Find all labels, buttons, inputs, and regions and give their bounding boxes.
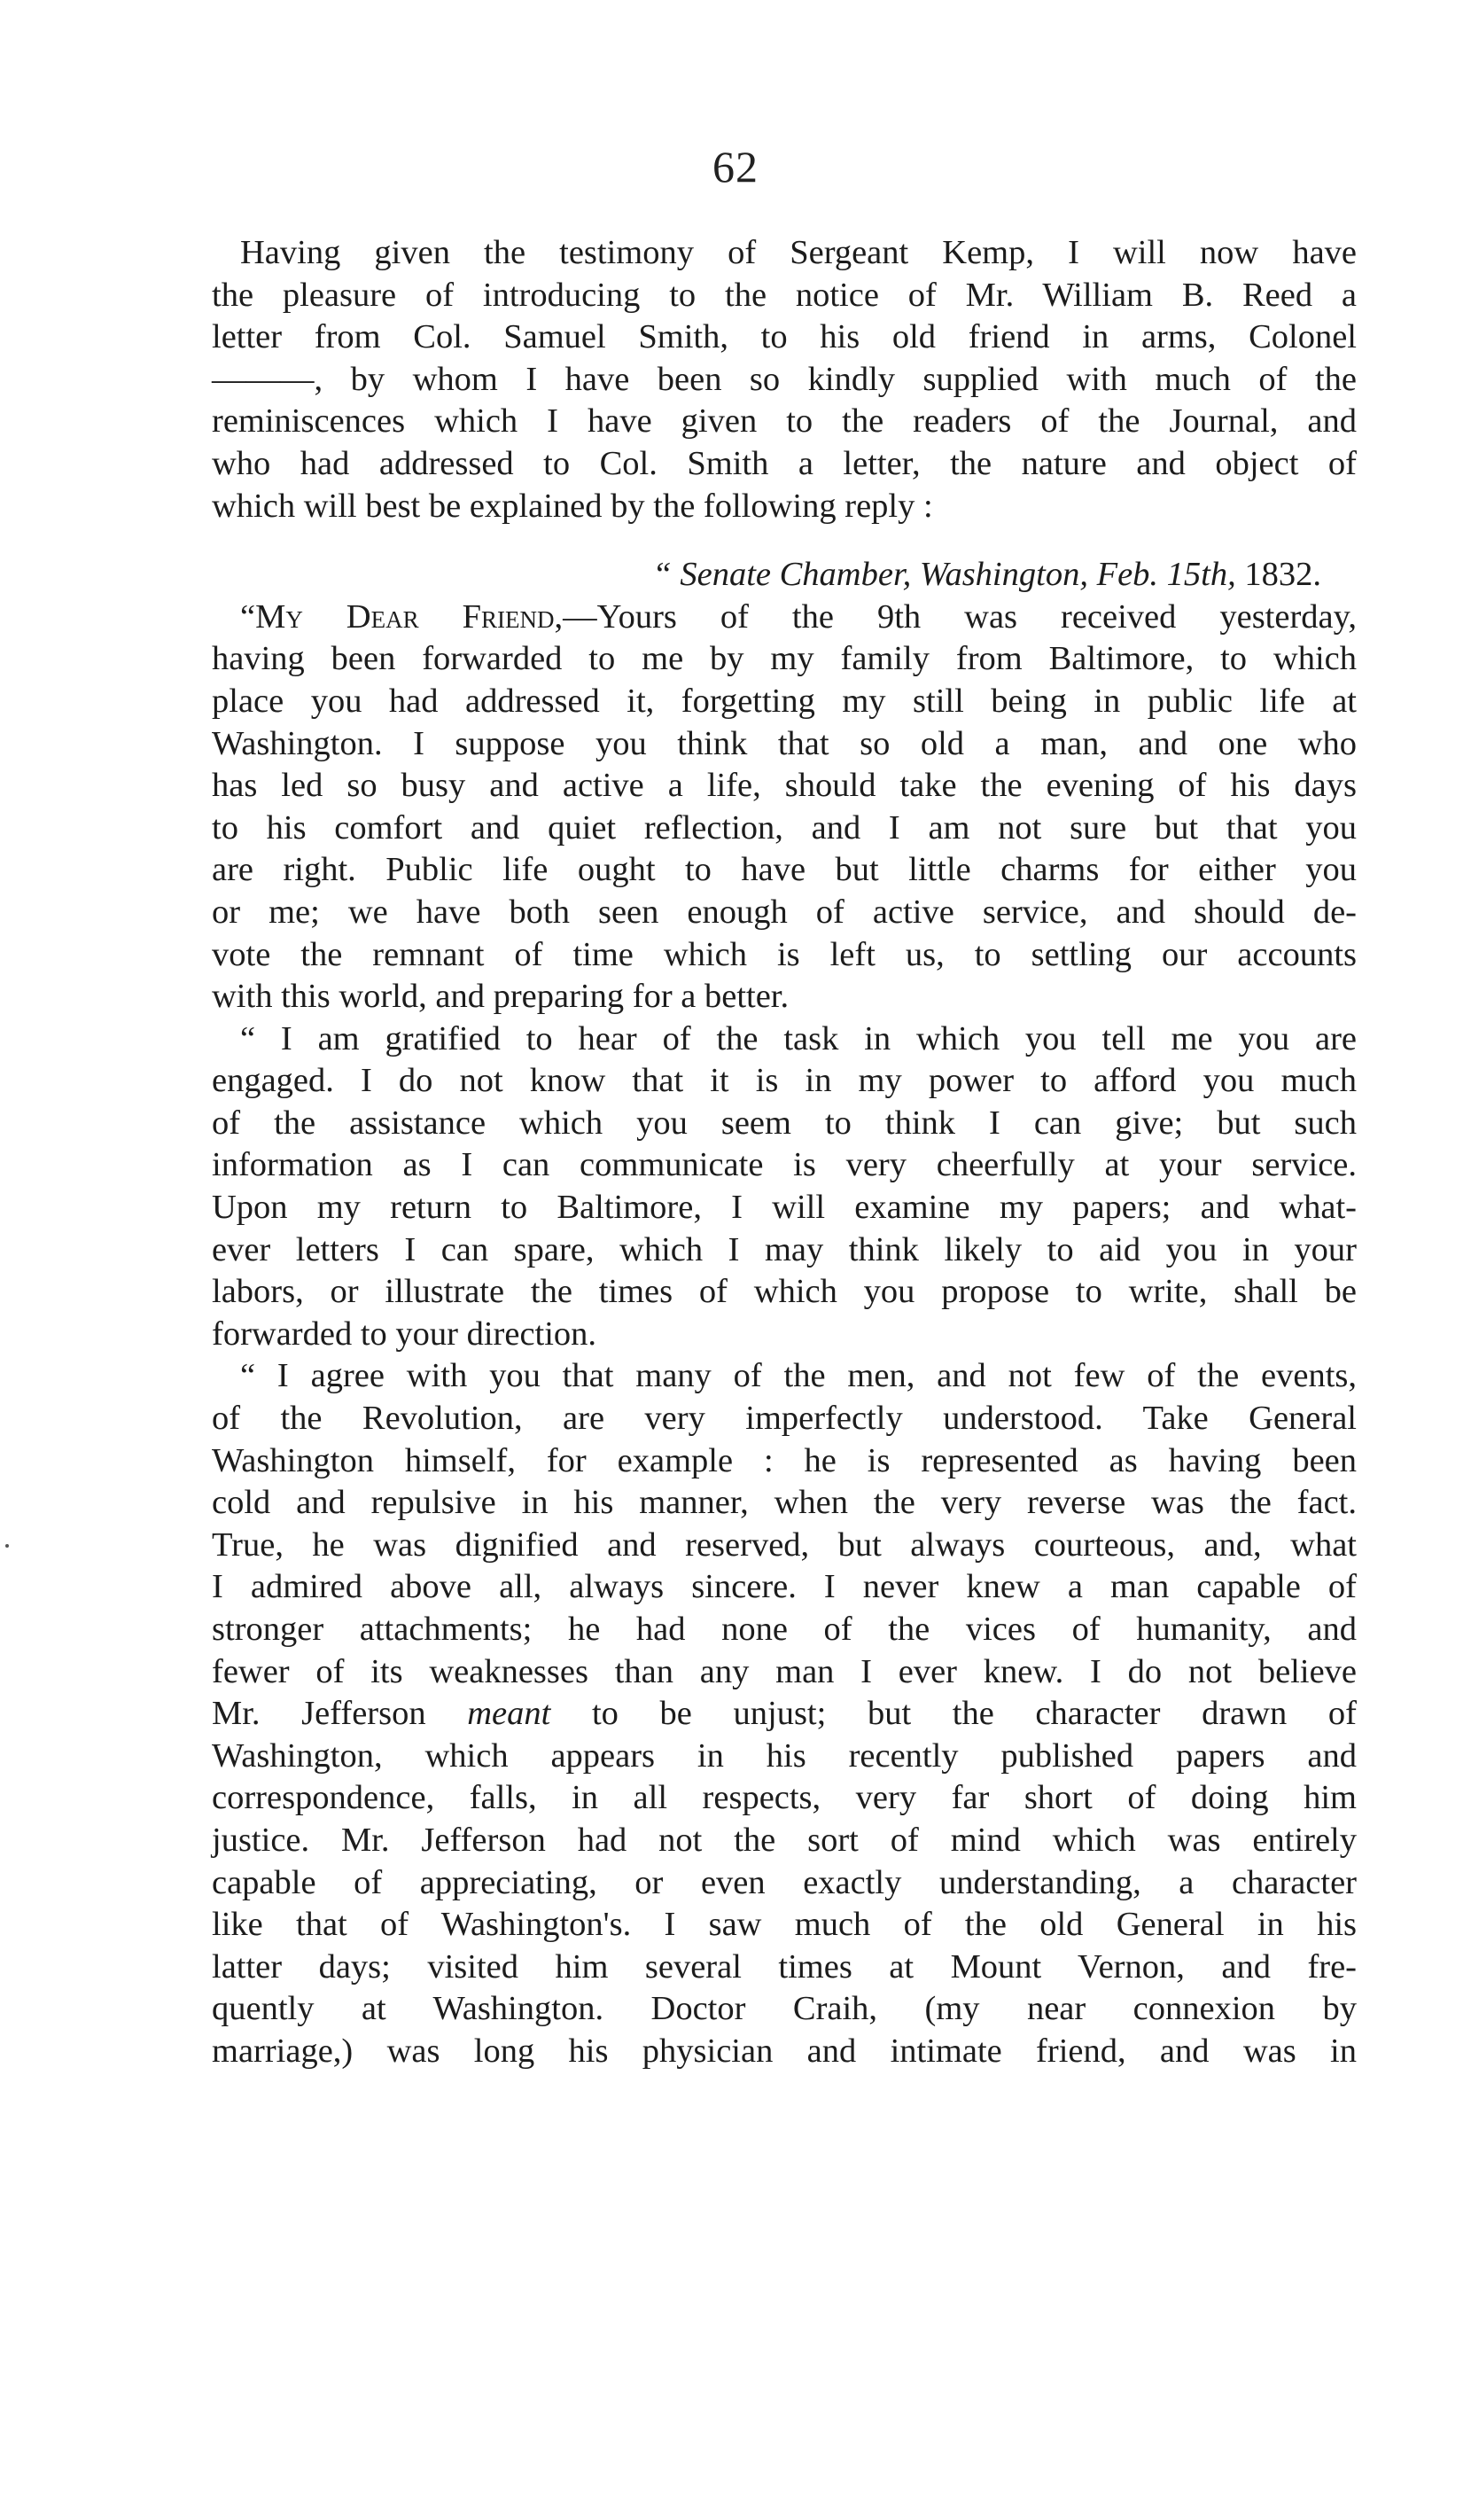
text-line: are right. Public life ought to have but little charms for either you bbox=[212, 851, 1357, 889]
page-number: 62 bbox=[712, 142, 759, 191]
text-line: reminiscences which I have given to the readers of the Journal, and bbox=[212, 402, 1357, 441]
spacer bbox=[212, 527, 1357, 554]
salutation-rest: —Yours of the 9th was received yesterday, bbox=[563, 597, 1357, 636]
text-line: True, he was dignified and reserved, but always courteous, and, what bbox=[212, 1525, 1357, 1564]
salutation-line bbox=[212, 597, 1357, 639]
text-line: of the assistance which you seem to think I can give; but such bbox=[212, 1104, 1357, 1142]
text-line: who had addressed to Col. Smith a letter, the nature and object of bbox=[212, 444, 1357, 482]
text-line: letter from Col. Samuel Smith, to his old friend in arms, Colonel bbox=[212, 318, 1357, 356]
text-line: like that of Washington's. I saw much of the old General in his bbox=[212, 1906, 1357, 1944]
text-line: vote the remnant of time which is left us, to settling our accounts bbox=[212, 935, 1357, 973]
margin-speck bbox=[5, 1544, 9, 1548]
text-line: Washington, which appears in his recently published papers and bbox=[212, 1736, 1357, 1775]
text-line: place you had addressed it, forgetting my still being in public life at bbox=[212, 682, 1357, 720]
text-line: which will best be explained by the following reply : bbox=[212, 487, 933, 525]
letter-paragraph-3 bbox=[212, 1355, 1357, 2072]
text-line: Having given the testimony of Sergeant Kemp, I will now have bbox=[240, 234, 1357, 271]
letter-dateline bbox=[212, 554, 1357, 597]
dateline-place: Senate Chamber, Washington, Feb. 15th, bbox=[680, 556, 1236, 594]
text-line: ———, by whom I have been so kindly supplied with much of the bbox=[212, 360, 1357, 398]
text-line: labors, or illustrate the times of which you propose to write, shall be bbox=[212, 1273, 1357, 1311]
text-run: to be unjust; but the character drawn of bbox=[550, 1695, 1358, 1733]
text-line: marriage,) was long his physician and intimate friend, and was in bbox=[212, 2032, 1357, 2070]
salutation: My Dear Friend, bbox=[255, 597, 564, 636]
letter-paragraph-1 bbox=[212, 597, 1357, 1018]
letter-paragraph-2 bbox=[212, 1018, 1357, 1356]
text-line: correspondence, falls, in all respects, very far short of doing him bbox=[212, 1779, 1357, 1817]
text-line: quently at Washington. Doctor Craih, (my near connexion by bbox=[212, 1990, 1357, 2028]
text-line: “ I am gratified to hear of the task in which you tell me you are bbox=[240, 1019, 1357, 1057]
text-line: has led so busy and active a life, should take the evening of his days bbox=[212, 767, 1357, 805]
text-line: fewer of its weaknesses than any man I ever knew. I do not believe bbox=[212, 1652, 1357, 1690]
salutation-quote: “ bbox=[240, 597, 256, 636]
text-line: the pleasure of introducing to the notice of Mr. William B. Reed a bbox=[212, 276, 1357, 314]
text-line: to his comfort and quiet reflection, and I am not sure but that you bbox=[212, 808, 1357, 847]
text-line: ever letters I can spare, which I may think likely to aid you in your bbox=[212, 1230, 1357, 1268]
text-line: Washington himself, for example : he is represented as having been bbox=[212, 1441, 1357, 1479]
text-line: Washington. I suppose you think that so old a man, and one who bbox=[212, 724, 1357, 762]
text-run: Mr. Jefferson bbox=[212, 1695, 468, 1733]
text-line: or me; we have both seen enough of active service, and should de- bbox=[212, 893, 1357, 931]
text-line: information as I can communicate is very cheerfully at your service. bbox=[212, 1146, 1357, 1184]
text-line: having been forwarded to me by my family from Baltimore, to which bbox=[212, 640, 1357, 678]
text-line: cold and repulsive in his manner, when the very reverse was the fact. bbox=[212, 1484, 1357, 1522]
text-line: with this world, and preparing for a better. bbox=[212, 978, 790, 1016]
intro-paragraph bbox=[212, 232, 1357, 527]
text-line: Upon my return to Baltimore, I will examine my papers; and what- bbox=[212, 1189, 1357, 1227]
body-text bbox=[212, 232, 1357, 2073]
text-line: “ I agree with you that many of the men, and not few of the events, bbox=[240, 1357, 1357, 1395]
text-line: justice. Mr. Jefferson had not the sort of mind which was entirely bbox=[212, 1821, 1357, 1859]
text-line: capable of appreciating, or even exactly understanding, a character bbox=[212, 1863, 1357, 1901]
text-line: I admired above all, always sincere. I never knew a man capable of bbox=[212, 1568, 1357, 1606]
text-line: latter days; visited him several times at Mount Vernon, and fre- bbox=[212, 1947, 1357, 1986]
text-line: engaged. I do not know that it is in my power to afford you much bbox=[212, 1062, 1357, 1100]
text-line: stronger attachments; he had none of the vices of humanity, and bbox=[212, 1611, 1357, 1648]
text-line: forwarded to your direction. bbox=[212, 1315, 597, 1353]
dateline-year: 1832. bbox=[1244, 556, 1321, 594]
text-line: of the Revolution, are very imperfectly understood. Take General bbox=[212, 1400, 1357, 1438]
text-line-with-emphasis bbox=[212, 1693, 1357, 1736]
dateline-quote: “ bbox=[652, 556, 681, 594]
emphasized-word: meant bbox=[467, 1695, 551, 1733]
